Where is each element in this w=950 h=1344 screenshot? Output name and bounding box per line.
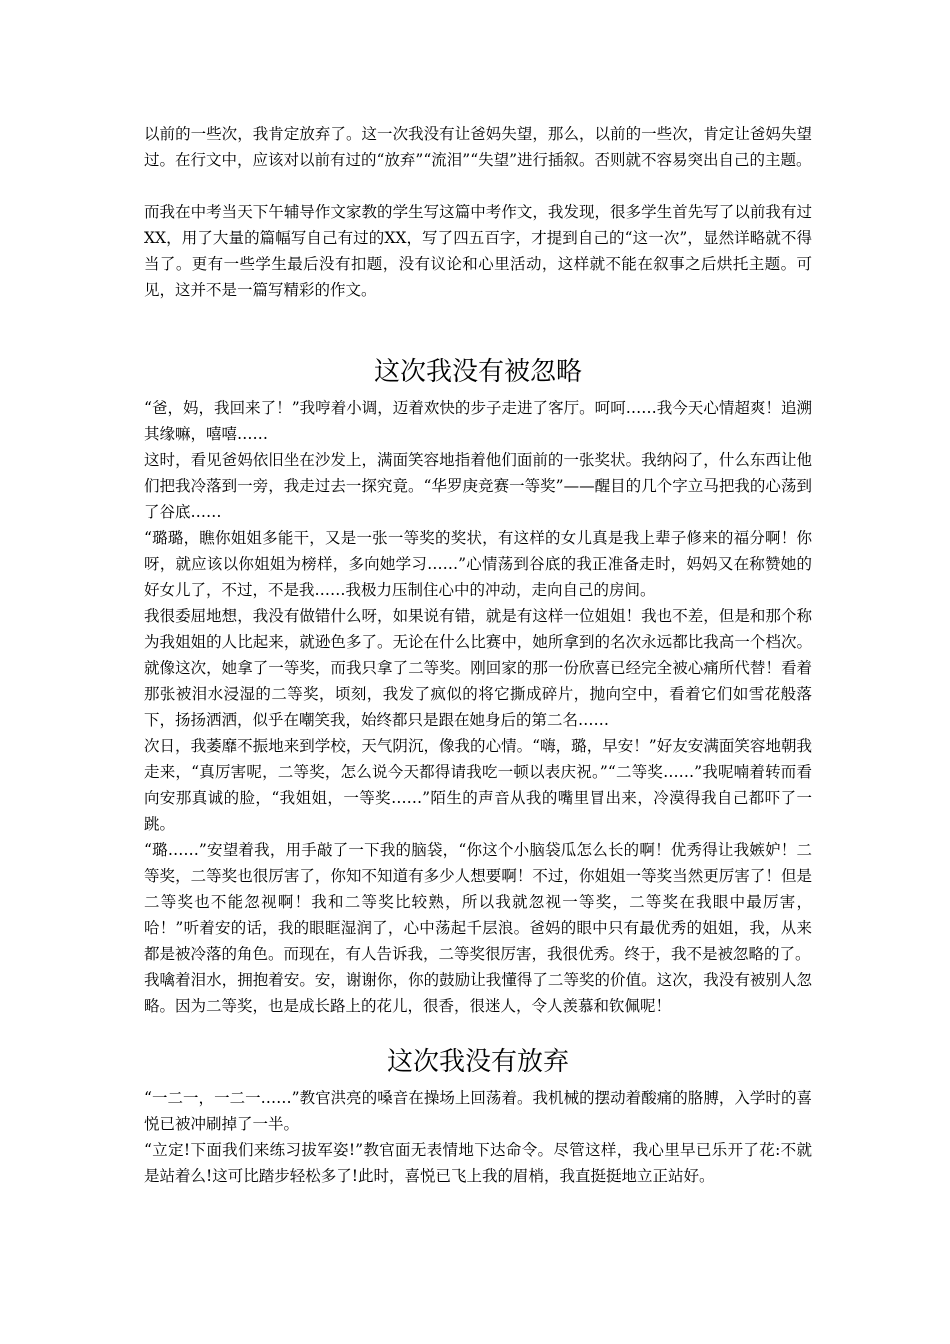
essay-1-paragraph-6: “璐……”安望着我，用手敲了一下我的脑袋，“你这个小脑袋瓜怎么长的啊！优秀得让我嫉妒！二等奖，二等奖也很厉害了，你知不知道有多少人想要啊！不过，你姐姐一等奖当然更厉害了！但是二等奖也不能忽视啊！我和二等奖比较熟，所以我就忽视一等奖，二等奖在我眼中最厉害，哈！”听着安的话，我的眼眶湿润了，心中荡起千层浪。爸妈的眼中只有最优秀的姐姐，我，从来都是被冷落的角色。而现在，有人告诉我，二等奖很厉害，我很优秀。终于，我不是被忽略的了。 [144,841,812,963]
essay-2-title: 这次我没有放弃 [386,1047,569,1077]
intro-paragraph-1: 以前的一些次，我肯定放弃了。这一次我没有让爸妈失望，那么，以前的一些次，肯定让爸妈失望过。在行文中，应该对以前有过的“放弃”“流泪”“失望”进行插叙。否则就不容易突出自己的主题。 [144,125,812,169]
essay-1-paragraph-4: 我很委屈地想，我没有做错什么呀，如果说有错，就是有这样一位姐姐！我也不差，但是和那个称为我姐姐的人比起来，就逊色多了。无论在什么比赛中，她所拿到的名次永远都比我高一个档次。就像这次，她拿了一等奖，而我只拿了二等奖。刚回家的那一份欣喜已经完全被心痛所代替！看着那张被泪水浸湿的二等奖，顷刻，我发了疯似的将它撕成碎片，抛向空中，看着它们如雪花般落下，扬扬洒洒，似乎在嘲笑我，始终都只是跟在她身后的第二名…… [144,607,812,729]
paragraph-gap [144,173,812,199]
essay-1-paragraph-1: “爸，妈，我回来了！”我哼着小调，迈着欢快的步子走进了客厅。呵呵……我今天心情超爽！追溯其缘嘛，嘻嘻…… [144,399,812,443]
essay-1-paragraph-5: 次日，我萎靡不振地来到学校，天气阴沉，像我的心情。“嗨，璐，早安！”好友安满面笑容地朝我走来，“真厉害呢，二等奖，怎么说今天都得请我吃一顿以表庆祝。”“二等奖……”我呢喃着转而看向安那真诚的脸，“我姐姐，一等奖……”陌生的声音从我的嘴里冒出来，冷漠得我自己都吓了一跳。 [144,737,812,833]
essay-2-paragraph-2: “立定!下面我们来练习拔军姿!”教官面无表情地下达命令。尽管这样，我心里早已乐开了花:不就是站着么!这可比踏步轻松多了!此时，喜悦已飞上我的眉梢，我直挺挺地立正站好。 [144,1141,812,1185]
document-page [144,121,812,1189]
essay-1-paragraph-2: 这时，看见爸妈依旧坐在沙发上，满面笑容地指着他们面前的一张奖状。我纳闷了，什么东西让他们把我冷落到一旁，我走过去一探究竟。“华罗庚竞赛一等奖”——醒目的几个字立马把我的心荡到了谷底…… [144,451,812,521]
essay-2-paragraph-1: “一二一，一二一……”教官洪亮的嗓音在操场上回荡着。我机械的摆动着酸痛的胳膊，入学时的喜悦已被冲刷掉了一半。 [144,1089,812,1133]
essay-1-title: 这次我没有被忽略 [373,357,582,387]
essay-1-paragraph-3: “璐璐，瞧你姐姐多能干，又是一张一等奖的奖状，有这样的女儿真是我上辈子修来的福分啊！你呀，就应该以你姐姐为榜样，多向她学习……”心情荡到谷底的我正准备走时，妈妈又在称赞她的好女儿了，不过，不是我……我极力压制住心中的冲动，走向自己的房间。 [144,529,812,599]
intro-paragraph-2: 而我在中考当天下午辅导作文家教的学生写这篇中考作文，我发现，很多学生首先写了以前我有过XX，用了大量的篇幅写自己有过的XX，写了四五百字，才提到自己的“这一次”，显然详略就不得当了。更有一些学生最后没有扣题，没有议论和心里活动，这样就不能在叙事之后烘托主题。可见，这并不是一篇写精彩的作文。 [144,203,812,299]
essay-1-paragraph-7: 我噙着泪水，拥抱着安。安，谢谢你，你的鼓励让我懂得了二等奖的价值。这次，我没有被别人忽略。因为二等奖，也是成长路上的花儿，很香，很迷人，令人羡慕和钦佩呢！ [144,971,812,1015]
